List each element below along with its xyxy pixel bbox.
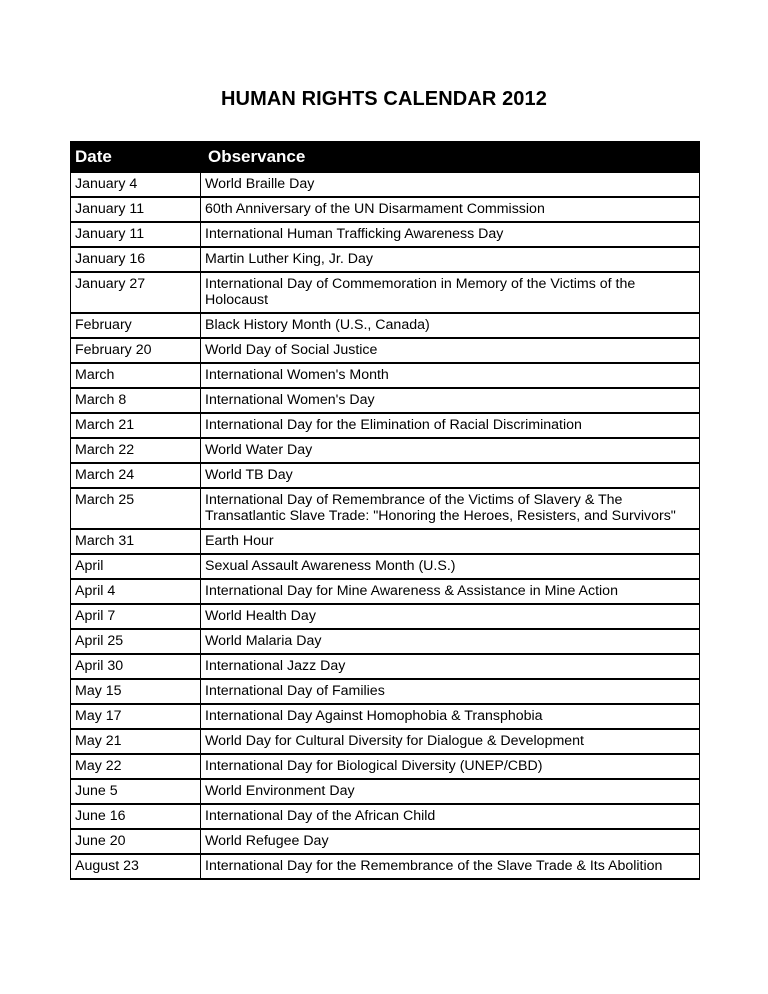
date-cell: March 24 [71, 464, 201, 487]
date-cell: April 25 [71, 630, 201, 653]
observance-cell: International Women's Day [205, 392, 375, 408]
date-cell: February 20 [71, 339, 201, 362]
table-row [71, 389, 699, 414]
observance-cell: World Water Day [205, 442, 313, 458]
table-row [71, 173, 699, 198]
date-cell: June 20 [71, 830, 201, 853]
observance-cell: International Day for Biological Diversity (UNEP/CBD) [205, 758, 543, 774]
table-row [71, 580, 699, 605]
table-row [71, 705, 699, 730]
observance-cell: World Environment Day [205, 783, 355, 799]
observance-cell: Martin Luther King, Jr. Day [205, 251, 373, 267]
observance-cell: International Day of the African Child [205, 808, 436, 824]
date-cell: March [71, 364, 201, 387]
date-cell: January 27 [71, 273, 201, 312]
date-cell: January 11 [71, 198, 201, 221]
date-cell: February [71, 314, 201, 337]
date-cell: April [71, 555, 201, 578]
observance-cell: International Day of Remembrance of the Victims of Slavery & The Transatlantic Slave Trade: "Honoring the Heroes, Resisters, and Survivors" [205, 492, 676, 524]
observance-cell: World Health Day [205, 608, 316, 624]
table-row [71, 339, 699, 364]
table-row [71, 730, 699, 755]
observance-cell: International Jazz Day [205, 658, 346, 674]
table-row [71, 314, 699, 339]
observance-cell: World Day for Cultural Diversity for Dialogue & Development [205, 733, 585, 749]
date-cell: January 11 [71, 223, 201, 246]
table-row [71, 805, 699, 830]
table-row [71, 439, 699, 464]
date-cell: April 4 [71, 580, 201, 603]
table-row [71, 755, 699, 780]
table-row [71, 464, 699, 489]
calendar-table [70, 141, 700, 880]
header-observance: Observance [208, 146, 306, 166]
date-cell: March 22 [71, 439, 201, 462]
observance-cell: World Refugee Day [205, 833, 329, 849]
date-cell: May 17 [71, 705, 201, 728]
page-title: HUMAN RIGHTS CALENDAR 2012 [221, 88, 547, 110]
table-row [71, 248, 699, 273]
table-row [71, 223, 699, 248]
date-cell: May 15 [71, 680, 201, 703]
table-row [71, 780, 699, 805]
observance-cell: International Women's Month [205, 367, 389, 383]
table-row [71, 530, 699, 555]
observance-cell: World TB Day [205, 467, 293, 483]
date-cell: January 16 [71, 248, 201, 271]
observance-cell: World Malaria Day [205, 633, 322, 649]
table-row [71, 555, 699, 580]
observance-cell: International Human Trafficking Awareness Day [205, 226, 504, 242]
table-row [71, 605, 699, 630]
date-cell: May 21 [71, 730, 201, 753]
observance-cell: Sexual Assault Awareness Month (U.S.) [205, 558, 456, 574]
date-cell: March 8 [71, 389, 201, 412]
observance-cell: International Day of Commemoration in Memory of the Victims of the Holocaust [205, 276, 636, 308]
date-cell: June 5 [71, 780, 201, 803]
table-header [71, 141, 699, 173]
date-cell: August 23 [71, 855, 201, 878]
date-cell: May 22 [71, 755, 201, 778]
observance-cell: World Braille Day [205, 176, 315, 192]
table-row [71, 630, 699, 655]
date-cell: March 21 [71, 414, 201, 437]
observance-cell: Earth Hour [205, 533, 274, 549]
observance-cell: International Day Against Homophobia & Transphobia [205, 708, 543, 724]
observance-cell: International Day of Families [205, 683, 385, 699]
date-cell: June 16 [71, 805, 201, 828]
date-cell: January 4 [71, 173, 201, 196]
date-cell: April 7 [71, 605, 201, 628]
header-date: Date [75, 146, 112, 166]
observance-cell: International Day for the Elimination of Racial Discrimination [205, 417, 582, 433]
table-row [71, 273, 699, 314]
observance-cell: International Day for Mine Awareness & Assistance in Mine Action [205, 583, 618, 599]
observance-cell: 60th Anniversary of the UN Disarmament Commission [205, 201, 545, 217]
table-row [71, 489, 699, 530]
table-row [71, 680, 699, 705]
table-row [71, 414, 699, 439]
table-row [71, 855, 699, 880]
table-row [71, 198, 699, 223]
table-row [71, 655, 699, 680]
date-cell: March 31 [71, 530, 201, 553]
observance-cell: Black History Month (U.S., Canada) [205, 317, 430, 333]
date-cell: April 30 [71, 655, 201, 678]
observance-cell: International Day for the Remembrance of the Slave Trade & Its Abolition [205, 858, 663, 874]
table-row [71, 364, 699, 389]
observance-cell: World Day of Social Justice [205, 342, 378, 358]
date-cell: March 25 [71, 489, 201, 528]
table-row [71, 830, 699, 855]
table-body [71, 173, 699, 880]
